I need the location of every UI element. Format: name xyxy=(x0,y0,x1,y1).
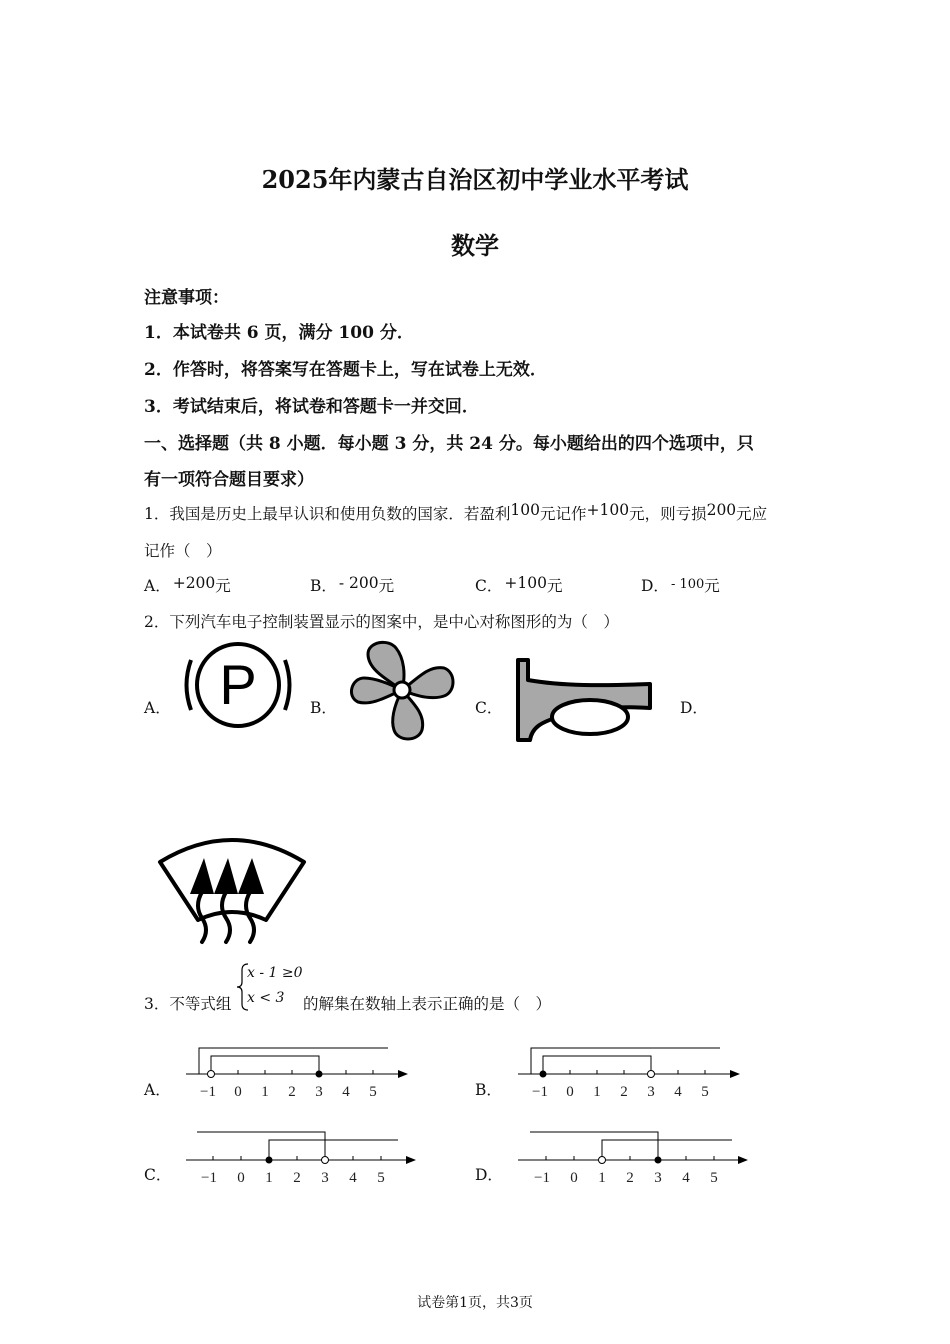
tick-label: 1 xyxy=(598,1170,606,1186)
q1-stem xyxy=(144,502,767,524)
q2-label-d: D． xyxy=(680,699,708,717)
q3-suffix: 的解集在数轴上表示正确的是（ ） xyxy=(303,995,552,1013)
q1-option-c xyxy=(475,574,562,596)
tick-label: −1 xyxy=(201,1170,217,1186)
q1-option-d xyxy=(641,574,720,596)
tick-label: 5 xyxy=(710,1170,718,1186)
tick-label: 2 xyxy=(293,1170,301,1186)
notice-item-2: 2．作答时，将答案写在答题卡上，写在试卷上无效． xyxy=(144,360,547,380)
q1-text-d: 元应 xyxy=(736,505,768,523)
section-heading-line2: 有一项符合题目要求） xyxy=(144,470,314,490)
q1-option-c-value: +100 xyxy=(504,574,547,592)
tick-label: 0 xyxy=(234,1084,242,1100)
tick-label: 4 xyxy=(349,1170,357,1186)
q3-label-c: C． xyxy=(144,1166,172,1184)
rear-defrost-icon xyxy=(156,834,308,948)
q2-label-c: C． xyxy=(475,699,503,717)
q1-option-b-value: - 200 xyxy=(338,574,379,592)
q3-inequality-1: x - 1 ≥0 xyxy=(247,965,303,981)
parking-letter: P xyxy=(219,653,257,716)
parking-brake-icon xyxy=(182,640,294,730)
tick-label: 2 xyxy=(288,1084,296,1100)
horn-icon xyxy=(512,656,654,744)
exam-title: 2025年内蒙古自治区初中学业水平考试 xyxy=(261,165,689,194)
q3-label-d: D． xyxy=(475,1166,503,1184)
q1-option-b-label: B． xyxy=(310,577,337,595)
q2-label-b: B． xyxy=(310,699,337,717)
tick-label: 5 xyxy=(369,1084,377,1100)
tick-label: 2 xyxy=(626,1170,634,1186)
notice-item-1: 1．本试卷共 6 页，满分 100 分． xyxy=(144,323,414,343)
tick-label: 5 xyxy=(701,1084,709,1100)
tick-label: −1 xyxy=(532,1084,548,1100)
q1-text-c: 元，则亏损 xyxy=(629,505,707,523)
tick-label: 0 xyxy=(570,1170,578,1186)
q3-label-b: B． xyxy=(475,1081,502,1099)
subject-title: 数学 xyxy=(451,231,499,260)
fan-icon xyxy=(348,640,458,744)
q2-stem: 2．下列汽车电子控制装置显示的图案中，是中心对称图形的为（ ） xyxy=(144,613,619,631)
tick-label: −1 xyxy=(200,1084,216,1100)
q3-label-a: A． xyxy=(144,1081,171,1099)
q1-option-b xyxy=(310,574,394,596)
q1-option-d-value: - 100 xyxy=(670,577,705,592)
notice-item-3: 3．考试结束后，将试卷和答题卡一并交回． xyxy=(144,397,479,417)
q1-option-d-label: D． xyxy=(641,577,669,595)
q1-option-a-label: A． xyxy=(144,577,171,595)
tick-label: 3 xyxy=(654,1170,662,1186)
q1-option-c-unit: 元 xyxy=(546,577,563,595)
page-footer: 试卷第1页，共3页 xyxy=(417,1295,533,1311)
q1-num-a: 100 xyxy=(510,501,540,519)
q1-option-d-unit: 元 xyxy=(704,577,720,595)
tick-label: 1 xyxy=(593,1084,601,1100)
section-heading-line1: 一、选择题（共 8 小题．每小题 3 分，共 24 分。每小题给出的四个选项中，只 xyxy=(144,434,754,454)
tick-label: 4 xyxy=(674,1084,682,1100)
number-line-b xyxy=(512,1040,744,1104)
tick-label: 5 xyxy=(377,1170,385,1186)
tick-label: 0 xyxy=(237,1170,245,1186)
tick-label: 3 xyxy=(321,1170,329,1186)
q1-num-b: +100 xyxy=(586,501,630,519)
tick-label: 4 xyxy=(682,1170,690,1186)
q1-option-a-unit: 元 xyxy=(215,577,231,595)
notice-heading: 注意事项： xyxy=(144,288,229,308)
q3-inequality-2: x < 3 xyxy=(247,990,285,1006)
tick-label: 4 xyxy=(342,1084,350,1100)
q1-stem-line2: 记作（ ） xyxy=(144,542,222,560)
number-line-c xyxy=(180,1126,420,1190)
number-line-a xyxy=(180,1040,412,1104)
q1-option-a xyxy=(144,574,231,596)
tick-label: 3 xyxy=(315,1084,323,1100)
tick-label: 1 xyxy=(265,1170,273,1186)
tick-label: 3 xyxy=(647,1084,655,1100)
q2-label-a: A． xyxy=(144,699,171,717)
tick-label: −1 xyxy=(534,1170,550,1186)
q1-option-c-label: C． xyxy=(475,577,503,595)
tick-label: 1 xyxy=(261,1084,269,1100)
q3-prefix: 3．不等式组 xyxy=(144,995,232,1013)
q1-option-a-value: +200 xyxy=(172,574,216,592)
tick-label: 0 xyxy=(566,1084,574,1100)
q1-num-c: 200 xyxy=(706,501,737,519)
q1-text-a: 1．我国是历史上最早认识和使用负数的国家．若盈利 xyxy=(144,505,511,523)
q1-text-b: 元记作 xyxy=(539,505,587,523)
q1-option-b-unit: 元 xyxy=(378,577,395,595)
tick-label: 2 xyxy=(620,1084,628,1100)
number-line-d xyxy=(512,1126,752,1190)
